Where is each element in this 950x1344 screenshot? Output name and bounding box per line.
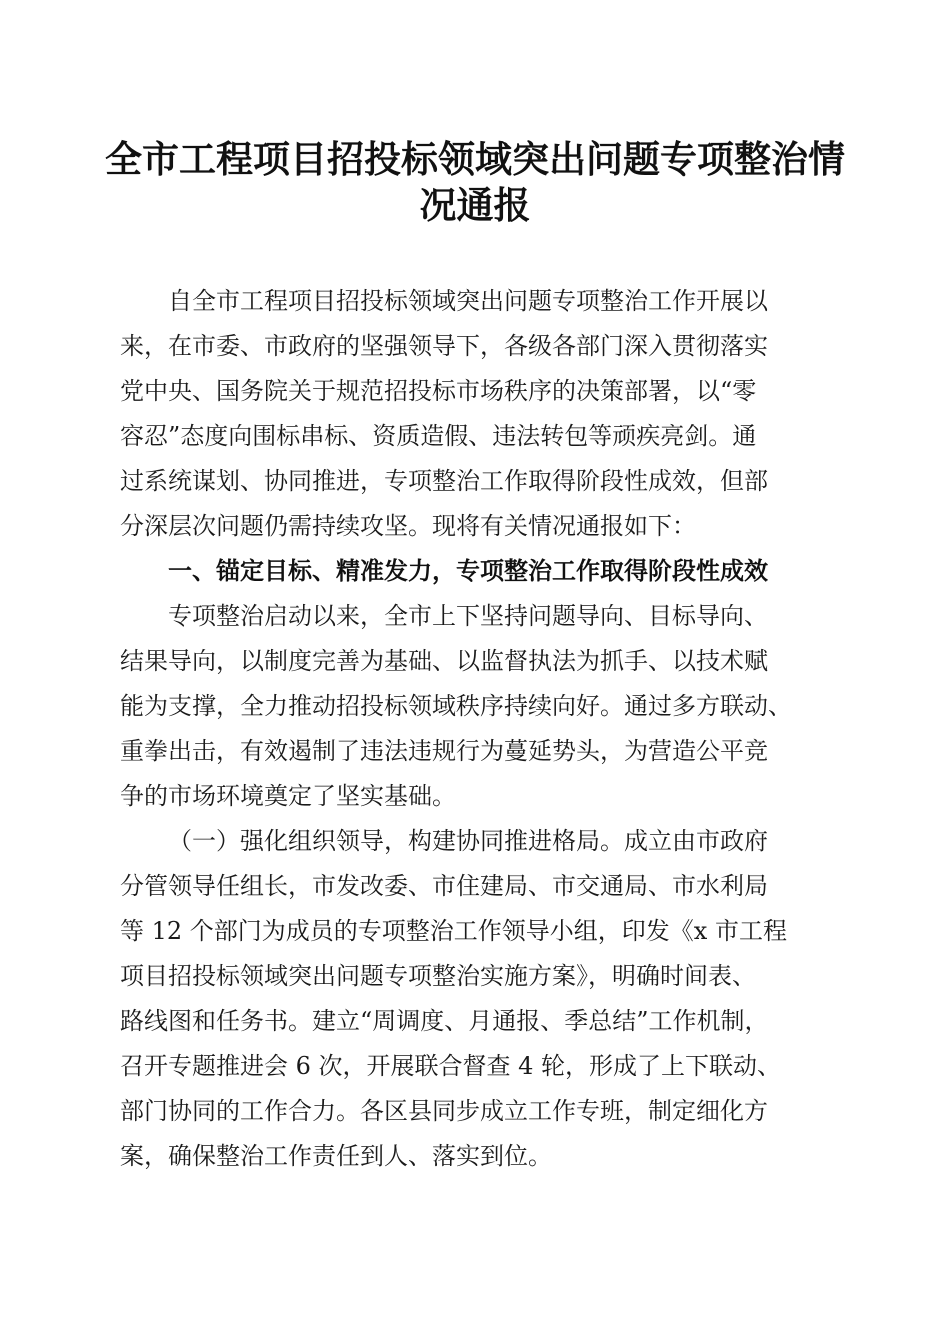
document-title xyxy=(100,136,850,228)
intro-line: 容忍”态度向围标串标、资质造假、违法转包等顽疾亮剑。通 xyxy=(120,422,757,450)
section1-line: 专项整治启动以来，全市上下坚持问题导向、目标导向、 xyxy=(168,602,768,630)
section1-line: 争的市场环境奠定了坚实基础。 xyxy=(120,782,456,810)
intro-line: 过系统谋划、协同推进，专项整治工作取得阶段性成效，但部 xyxy=(120,467,768,495)
subsection1-line: 分管领导任组长，市发改委、市住建局、市交通局、市水利局 xyxy=(120,872,768,900)
intro-line: 党中央、国务院关于规范招投标市场秩序的决策部署，以“零 xyxy=(120,377,757,405)
section1-line: 结果导向，以制度完善为基础、以监督执法为抓手、以技术赋 xyxy=(120,647,768,675)
section1-line: 重拳出击，有效遏制了违法违规行为蔓延势头，为营造公平竞 xyxy=(120,737,768,765)
intro-line: 来，在市委、市政府的坚强领导下，各级各部门深入贯彻落实 xyxy=(120,332,768,360)
intro-line: 自全市工程项目招投标领域突出问题专项整治工作开展以 xyxy=(168,287,768,315)
subsection1-line: 项目招投标领域突出问题专项整治实施方案》，明确时间表、 xyxy=(120,962,756,990)
subsection1-line: 部门协同的工作合力。各区县同步成立工作专班，制定细化方 xyxy=(120,1097,768,1125)
document-body xyxy=(120,278,840,1198)
subsection1-line: 路线图和任务书。建立“周调度、月通报、季总结”工作机制， xyxy=(120,1007,769,1035)
intro-line: 分深层次问题仍需持续攻坚。现将有关情况通报如下： xyxy=(120,512,696,540)
subsection1-line: 等 12 个部门为成员的专项整治工作领导小组，印发《x 市工程 xyxy=(120,917,787,945)
section-heading: 一、锚定目标、精准发力，专项整治工作取得阶段性成效 xyxy=(168,557,768,585)
section1-line: 能为支撑，全力推动招投标领域秩序持续向好。通过多方联动、 xyxy=(120,692,792,720)
title-line: 况通报 xyxy=(419,183,531,227)
subsection1-line: 召开专题推进会 6 次，开展联合督查 4 轮，形成了上下联动、 xyxy=(120,1052,782,1080)
subsection1-line: 案，确保整治工作责任到人、落实到位。 xyxy=(120,1142,552,1170)
subsection1-line: （一）强化组织领导，构建协同推进格局。成立由市政府 xyxy=(168,827,768,855)
title-line: 全市工程项目招投标领域突出问题专项整治情 xyxy=(105,137,845,181)
